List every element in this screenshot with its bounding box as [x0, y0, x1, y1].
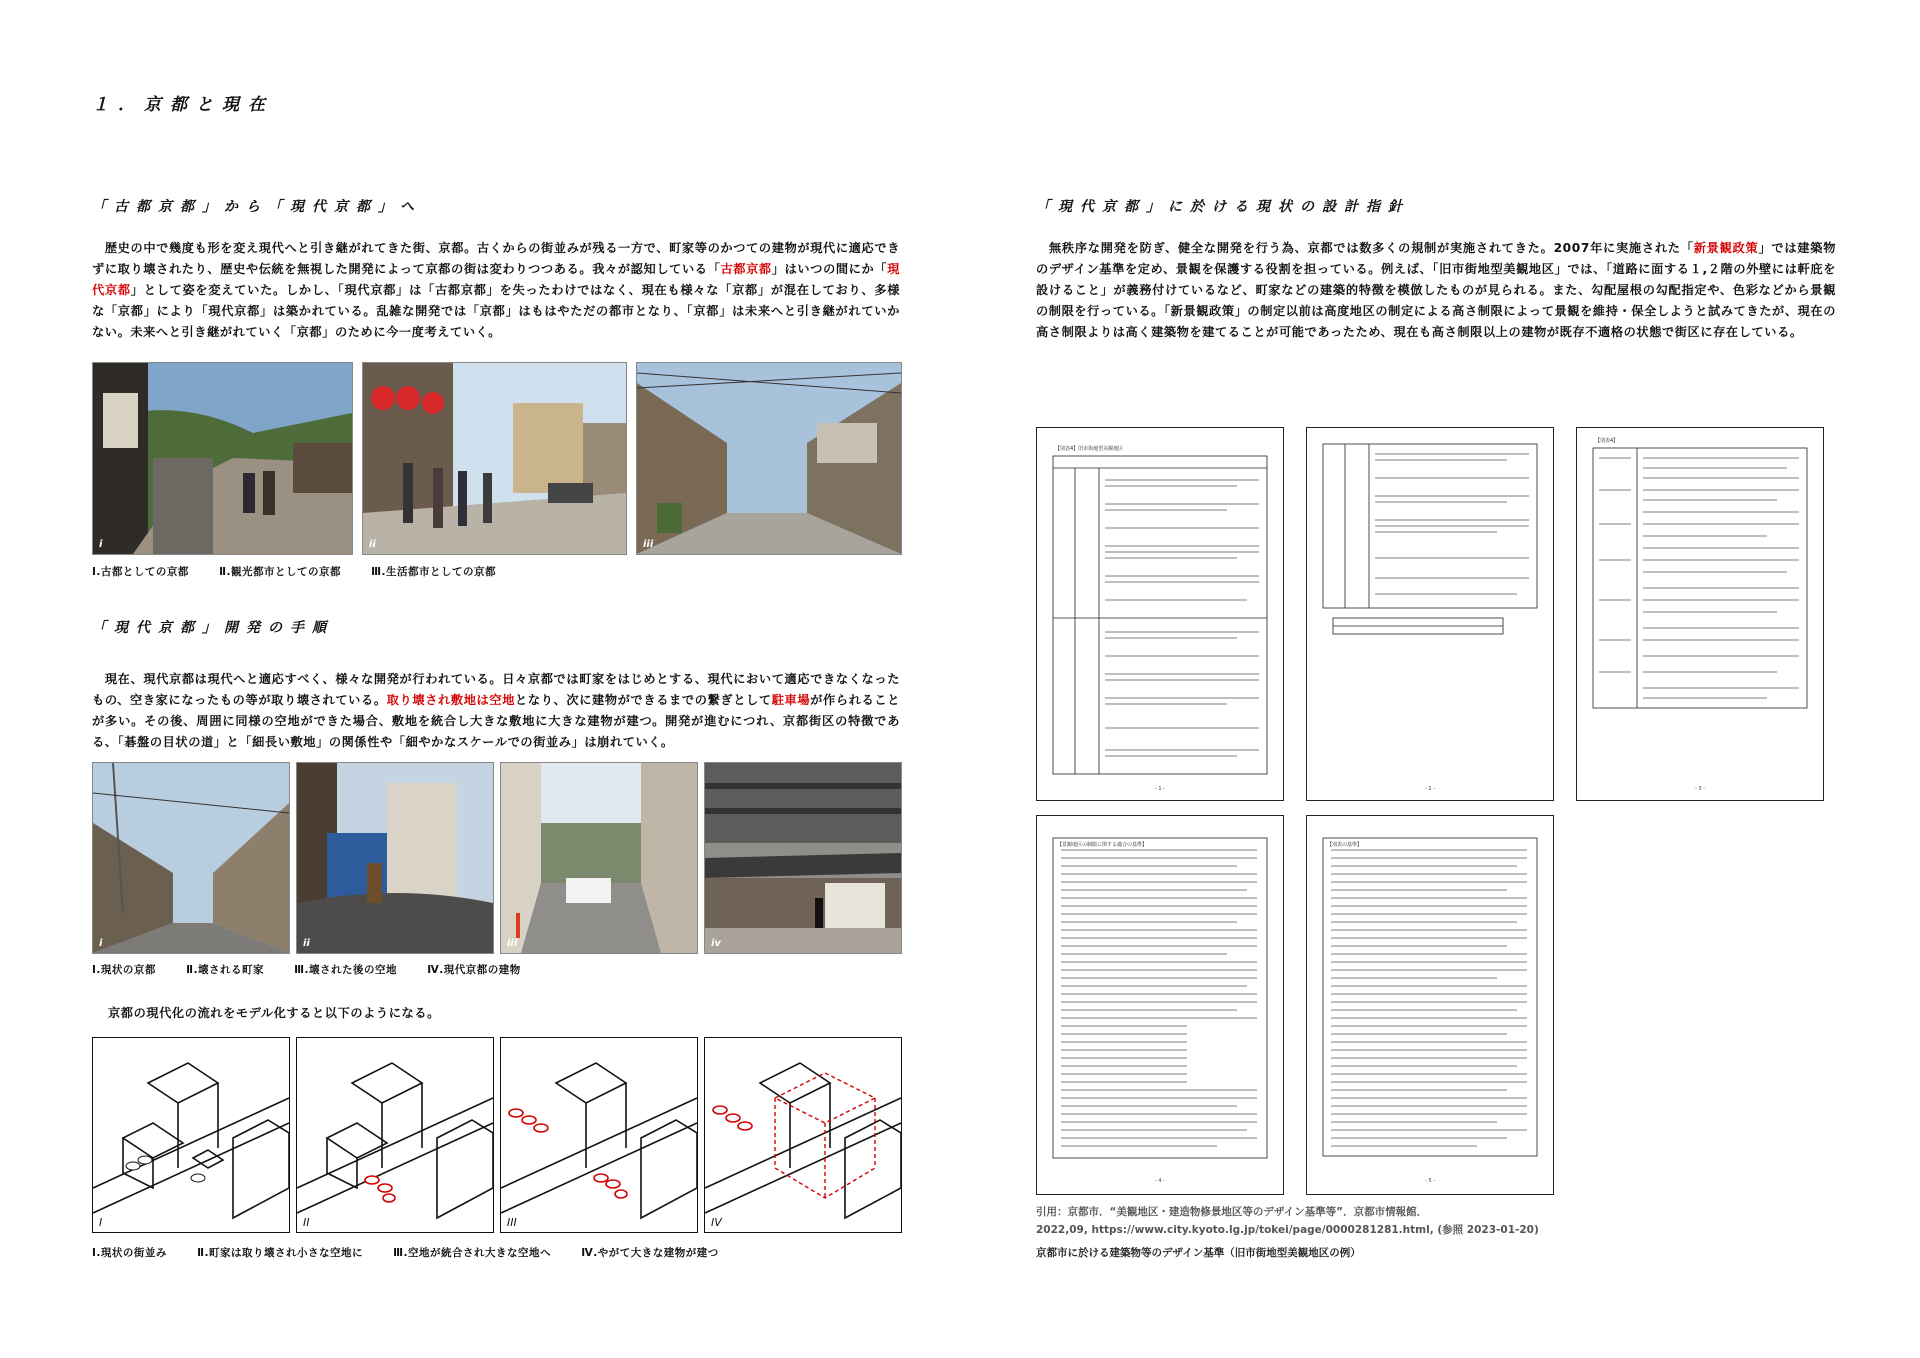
highlight-text: 新景観政策	[1693, 241, 1759, 255]
highlight-text: 取り壊され敷地は空地	[386, 693, 516, 707]
paragraph-text: となり、次に建物ができるまでの繋ぎとして	[515, 693, 772, 707]
section2-title: 「現代京都」開発の手順	[92, 620, 334, 636]
section2-paragraph	[92, 669, 900, 753]
chapter-title: １．京都と現在	[92, 95, 274, 115]
photo-empty-lot	[500, 762, 698, 954]
right-title: 「現代京都」に於ける現状の設計指針	[1036, 199, 1410, 215]
paragraph-text: 」では建築物のデザイン基準を定め、景観を保護する役割を担っている。例えば、「旧市街地型美観地区」では、「道路に面する１,２階の外壁には軒庇を設けること」が義務付けているなど、町家などの建築的特徴を模倣したものが見られる。また、勾配屋根の勾配指定や、色彩などから景観の制限を行っている。「新景観政策」の制定以前は高度地区の制定による高さ制限によって景観を維持・保全しようと試みてきたが、現在の高さ制限よりは高く建築物を建てることが可能であったため、現在も高さ制限以上の建物が既存不適格の状態で街区に存在している。	[1036, 241, 1836, 339]
diagram-current-streetscape	[92, 1037, 290, 1233]
section2-captions	[92, 962, 547, 977]
photo-number: iv	[711, 938, 721, 949]
section1-captions	[92, 564, 522, 579]
diagram-number: II	[303, 1216, 310, 1229]
diagram-caption-1: Ⅰ.現状の街並み	[92, 1247, 167, 1259]
highlight-text: 古都京都	[720, 262, 772, 276]
caption-1: Ⅰ.古都としての京都	[92, 566, 189, 578]
section1-paragraph	[92, 238, 900, 343]
diagram-machiya-to-small-lot	[296, 1037, 494, 1233]
paragraph-text: が作られることが多い。その後、周囲に同様の空地ができた場合、敷地を統合し大きな敷地に大きな建物が建つ。開発が進むにつれ、京都街区の特徴である、「碁盤の目状の道」と「細長い敷地」の関係性や「細やかなスケールでの街並み」は崩れていく。	[92, 693, 901, 749]
section1-title: 「古都京都」から「現代京都」へ	[92, 199, 422, 215]
right-paragraph	[1036, 238, 1836, 343]
caption-1: Ⅰ.現状の京都	[92, 964, 156, 976]
diagram-captions	[92, 1245, 745, 1260]
diagram-number: III	[507, 1216, 517, 1229]
diagram-large-building	[704, 1037, 902, 1233]
guideline-page-2	[1306, 427, 1554, 801]
photo-number: iii	[643, 539, 654, 550]
doc-page-number: - 3 -	[1695, 786, 1705, 792]
citation-line-2: 2022,09, https://www.city.kyoto.lg.jp/tokei/page/0000281281.html, (参照 2023-01-20)	[1036, 1224, 1539, 1236]
photo-current-kyoto	[92, 762, 290, 954]
citation-line-1: 引用：京都市．“美観地区・建造物修景地区等のデザイン基準等”．京都市情報館．	[1036, 1206, 1428, 1218]
caption-4: Ⅳ.現代京都の建物	[427, 964, 521, 976]
diagram-caption-3: Ⅲ.空地が統合され大きな空地へ	[393, 1247, 552, 1259]
diagram-caption-2: Ⅱ.町家は取り壊され小さな空地に	[197, 1247, 363, 1259]
photo-tourist-kyoto	[362, 362, 627, 555]
caption-3: Ⅲ.生活都市としての京都	[371, 566, 497, 578]
guideline-page-3	[1576, 427, 1824, 801]
photo-living-kyoto	[636, 362, 902, 555]
doc-header: 【別表4】	[1595, 438, 1619, 444]
highlight-text: 駐車場	[771, 693, 811, 707]
photo-number: ii	[369, 539, 376, 550]
doc-page-number: - 1 -	[1155, 786, 1165, 792]
guideline-page-5	[1306, 815, 1554, 1195]
photo-number: ii	[303, 938, 310, 949]
photo-number: iii	[507, 938, 518, 949]
paragraph-text: 歴史の中で幾度も形を変え現代へと引き継がれてきた街、京都。古くからの街並みが残る一方で、町家等のかつての建物が現代に適応できずに取り壊されたり、歴史や伝統を無視した開発によって京都の街は変わりつつある。我々が認知している「	[92, 241, 900, 276]
caption-2: Ⅱ.壊される町家	[186, 964, 264, 976]
doc-header: 【別表4】旧市街地型美観地区	[1055, 446, 1124, 452]
diagram-caption-4: Ⅳ.やがて大きな建物が建つ	[581, 1247, 719, 1259]
guideline-page-1	[1036, 427, 1284, 801]
highlight-text: 現代京都	[92, 262, 900, 297]
doc-caption: 京都市に於ける建築物等のデザイン基準（旧市街地型美観地区の例）	[1036, 1247, 1361, 1259]
paragraph-text: 」として姿を変えていた。しかし、「現代京都」は「古都京都」を失ったわけではなく、現在も様々な「京都」が混在しており、多様な「京都」により「現代京都」は築かれている。乱雑な開発では「京都」はもはやただの都市となり、「京都」は未来へと引き継がれていかない。未来へと引き継がれていく「京都」のために今一度考えていく。	[92, 283, 900, 339]
doc-header: 【別表の基準】	[1327, 842, 1363, 848]
model-intro: 京都の現代化の流れをモデル化すると以下のようになる。	[108, 1006, 440, 1020]
guideline-page-4	[1036, 815, 1284, 1195]
diagram-number: IV	[711, 1216, 722, 1229]
paragraph-text: 」はいつの間にか「	[771, 262, 888, 276]
photo-number: i	[99, 938, 103, 949]
photo-modern-building	[704, 762, 902, 954]
photo-machiya-demolished	[296, 762, 494, 954]
doc-header: 【景観地区の制限に関する適合の基準】	[1057, 842, 1148, 848]
paragraph-text: 現在、現代京都は現代へと適応すべく、様々な開発が行われている。日々京都では町家をはじめとする、現代において適応できなくなったもの、空き家になったもの等が取り壊されている。	[92, 672, 900, 707]
paragraph-text: 無秩序な開発を防ぎ、健全な開発を行う為、京都では数多くの規制が実施されてきた。2007年に実施された「	[1036, 241, 1694, 255]
citation	[1036, 1203, 1539, 1239]
diagram-number: I	[99, 1216, 103, 1229]
photo-number: i	[99, 539, 103, 550]
caption-3: Ⅲ.壊された後の空地	[294, 964, 398, 976]
doc-page-number: - 5 -	[1425, 1178, 1435, 1184]
doc-page-number: - 2 -	[1425, 786, 1435, 792]
diagram-lots-merged	[500, 1037, 698, 1233]
photo-old-kyoto	[92, 362, 353, 555]
doc-page-number: - 4 -	[1155, 1178, 1165, 1184]
caption-2: Ⅱ.観光都市としての京都	[219, 566, 341, 578]
